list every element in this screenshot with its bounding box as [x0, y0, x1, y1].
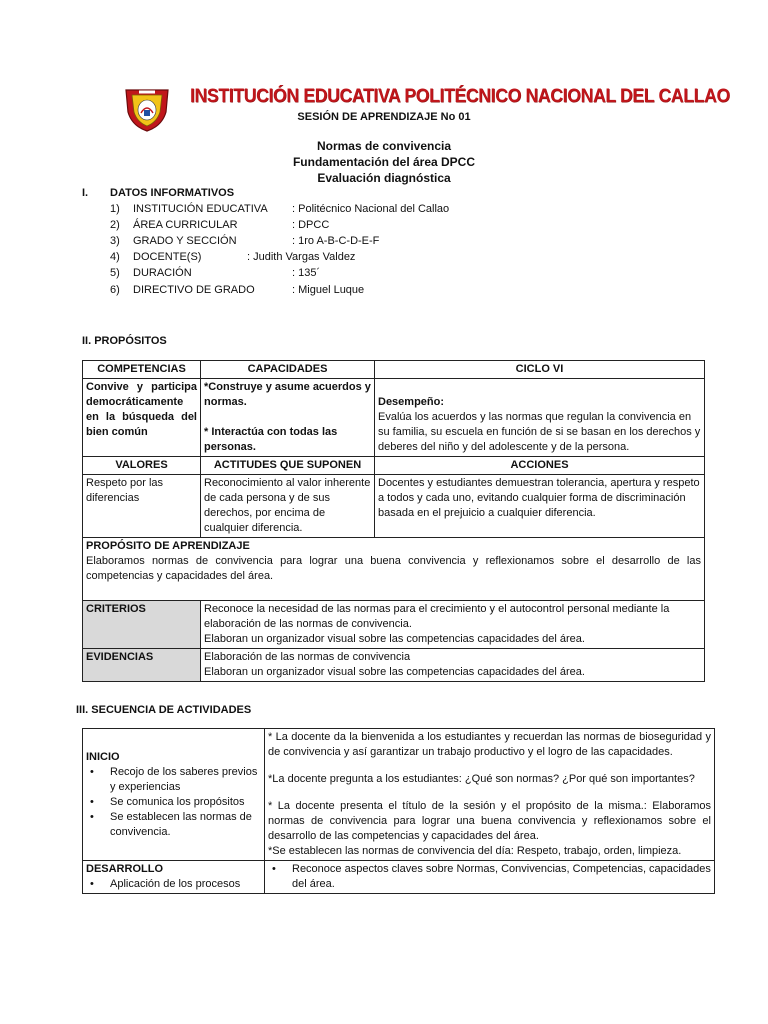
capacidades-cell — [201, 379, 375, 457]
proposito-text: Elaboramos normas de convivencia para lograr una buena convivencia y reflexionamos sobre el desarrollo de las competencias y capacidades del área. — [86, 555, 701, 582]
inicio-label: INICIO — [86, 750, 120, 763]
session-title: SESIÓN DE APRENDIZAJE No 01 — [297, 111, 471, 123]
datos-item-label: ÁREA CURRICULAR — [133, 219, 238, 231]
evidencias-text-2: Elaboran un organizador visual sobre las competencias capacidades del área. — [204, 666, 585, 678]
header-ciclo: CICLO VI — [375, 361, 705, 379]
desempeno-cell — [375, 379, 705, 457]
datos-item-label: DIRECTIVO DE GRADO — [133, 284, 255, 296]
header-competencias: COMPETENCIAS — [83, 361, 201, 379]
proposito-label: PROPÓSITO DE APRENDIZAJE — [86, 540, 250, 552]
accion-cell: Docentes y estudiantes demuestran tolerancia, apertura y respeto a todos y cada uno, evitando cualquier forma de discriminación basada en el prejuicio a cualquier diferencia. — [375, 475, 705, 538]
list-item: • Se establecen las normas de convivencia. — [110, 810, 261, 840]
capacidad-2: * Interactúa con todas las personas. — [204, 426, 338, 453]
datos-item-num: 3) — [110, 235, 120, 247]
inicio-text-1: * La docente da la bienvenida a los estudiantes y recuerdan las normas de bioseguridad y de convivencia y así garantizar un trabajo productivo y el logro de las capacidades. — [268, 731, 711, 758]
criterios-text-2: Elaboran un organizador visual sobre las competencias capacidades del área. — [204, 633, 585, 645]
propositos-table — [82, 360, 705, 682]
datos-item-num: 6) — [110, 284, 120, 296]
inicio-text-4: *Se establecen las normas de convivencia del día: Respeto, trabajo, orden, limpieza. — [268, 845, 682, 857]
datos-heading: DATOS INFORMATIVOS — [110, 187, 235, 199]
institution-title: INSTITUCIÓN EDUCATIVA POLITÉCNICO NACIONAL DEL CALLAO — [190, 86, 730, 107]
desarrollo-list — [86, 877, 261, 892]
valor-cell: Respeto por las diferencias — [83, 475, 201, 538]
actitud-cell: Reconocimiento al valor inherente de cada persona y de sus derechos, por encima de cualquier diferencia. — [201, 475, 375, 538]
datos-item-label: GRADO Y SECCIÓN — [133, 235, 237, 247]
evidencias-text-1: Elaboración de las normas de convivencia — [204, 651, 411, 663]
desarrollo-detail-cell — [265, 861, 715, 894]
list-item: • Reconoce aspectos claves sobre Normas, Convivencias, Competencias, capacidades del área. — [292, 862, 711, 892]
inicio-text-3: * La docente presenta el título de la sesión y el propósito de la misma.: Elaboramos normas de convivencia para lograr una buena convivencia y reflexionamos sobre el desarrollo de las competencias y capacidades del área. — [268, 800, 711, 842]
datos-item-value: : 135´ — [292, 267, 321, 279]
datos-item-value: : Politécnico Nacional del Callao — [292, 203, 450, 215]
proposito-cell — [83, 538, 705, 601]
propositos-heading: II. PROPÓSITOS — [82, 335, 167, 347]
criterios-text-1: Reconoce la necesidad de las normas para el crecimiento y el autocontrol personal mediante la elaboración de las normas de convivencia. — [204, 603, 670, 630]
topic-line-3: Evaluación diagnóstica — [317, 171, 451, 185]
desarrollo-cell — [83, 861, 265, 894]
inicio-list — [86, 765, 261, 840]
evidencias-label: EVIDENCIAS — [83, 649, 201, 682]
topic-line-2: Fundamentación del área DPCC — [292, 155, 476, 169]
desempeno-label: Desempeño: — [378, 396, 445, 408]
datos-item-num: 5) — [110, 267, 120, 279]
criterios-cell — [201, 601, 705, 649]
header-acciones: ACCIONES — [375, 457, 705, 475]
header-capacidades: CAPACIDADES — [201, 361, 375, 379]
datos-item-num: 2) — [110, 219, 120, 231]
list-item: • Recojo de los saberes previos y experiencias — [110, 765, 261, 795]
datos-item-value: : DPCC — [292, 219, 330, 231]
datos-item-value: : 1ro A-B-C-D-E-F — [292, 235, 380, 247]
datos-item-num: 4) — [110, 251, 120, 263]
datos-item-value: : Miguel Luque — [292, 284, 365, 296]
school-crest-logo — [122, 86, 172, 132]
inicio-cell — [83, 729, 265, 861]
datos-numeral: I. — [82, 187, 89, 199]
datos-item-num: 1) — [110, 203, 120, 215]
competencia-cell: Convive y participa democráticamente en la búsqueda del bien común — [83, 379, 201, 457]
desarrollo-label: DESARROLLO — [86, 863, 163, 875]
datos-item-label: INSTITUCIÓN EDUCATIVA — [133, 203, 268, 215]
topic-line-1: Normas de convivencia — [316, 139, 452, 153]
header-valores: VALORES — [83, 457, 201, 475]
secuencia-table — [82, 728, 715, 894]
evidencias-cell — [201, 649, 705, 682]
list-item: • Se comunica los propósitos — [110, 795, 261, 810]
desempeno-text: Evalúa los acuerdos y las normas que regulan la convivencia en su familia, su escuela en función de si se basan en los derechos y deberes del niño y del adolescente y de la persona. — [378, 411, 701, 453]
datos-item-value: : Judith Vargas Valdez — [247, 251, 356, 263]
criterios-label: CRITERIOS — [83, 601, 201, 649]
capacidad-1: *Construye y asume acuerdos y normas. — [204, 381, 371, 408]
inicio-text-2: *La docente pregunta a los estudiantes: ¿Qué son normas? ¿Por qué son importantes? — [268, 773, 695, 785]
secuencia-heading: III. SECUENCIA DE ACTIVIDADES — [76, 704, 252, 716]
desarrollo-detail-list — [268, 862, 711, 892]
inicio-detail-cell — [265, 729, 715, 861]
list-item: • Aplicación de los procesos — [110, 877, 261, 892]
datos-item-label: DOCENTE(S) — [133, 251, 202, 263]
header-actitudes: ACTITUDES QUE SUPONEN — [201, 457, 375, 475]
datos-item-label: DURACIÓN — [133, 267, 192, 279]
